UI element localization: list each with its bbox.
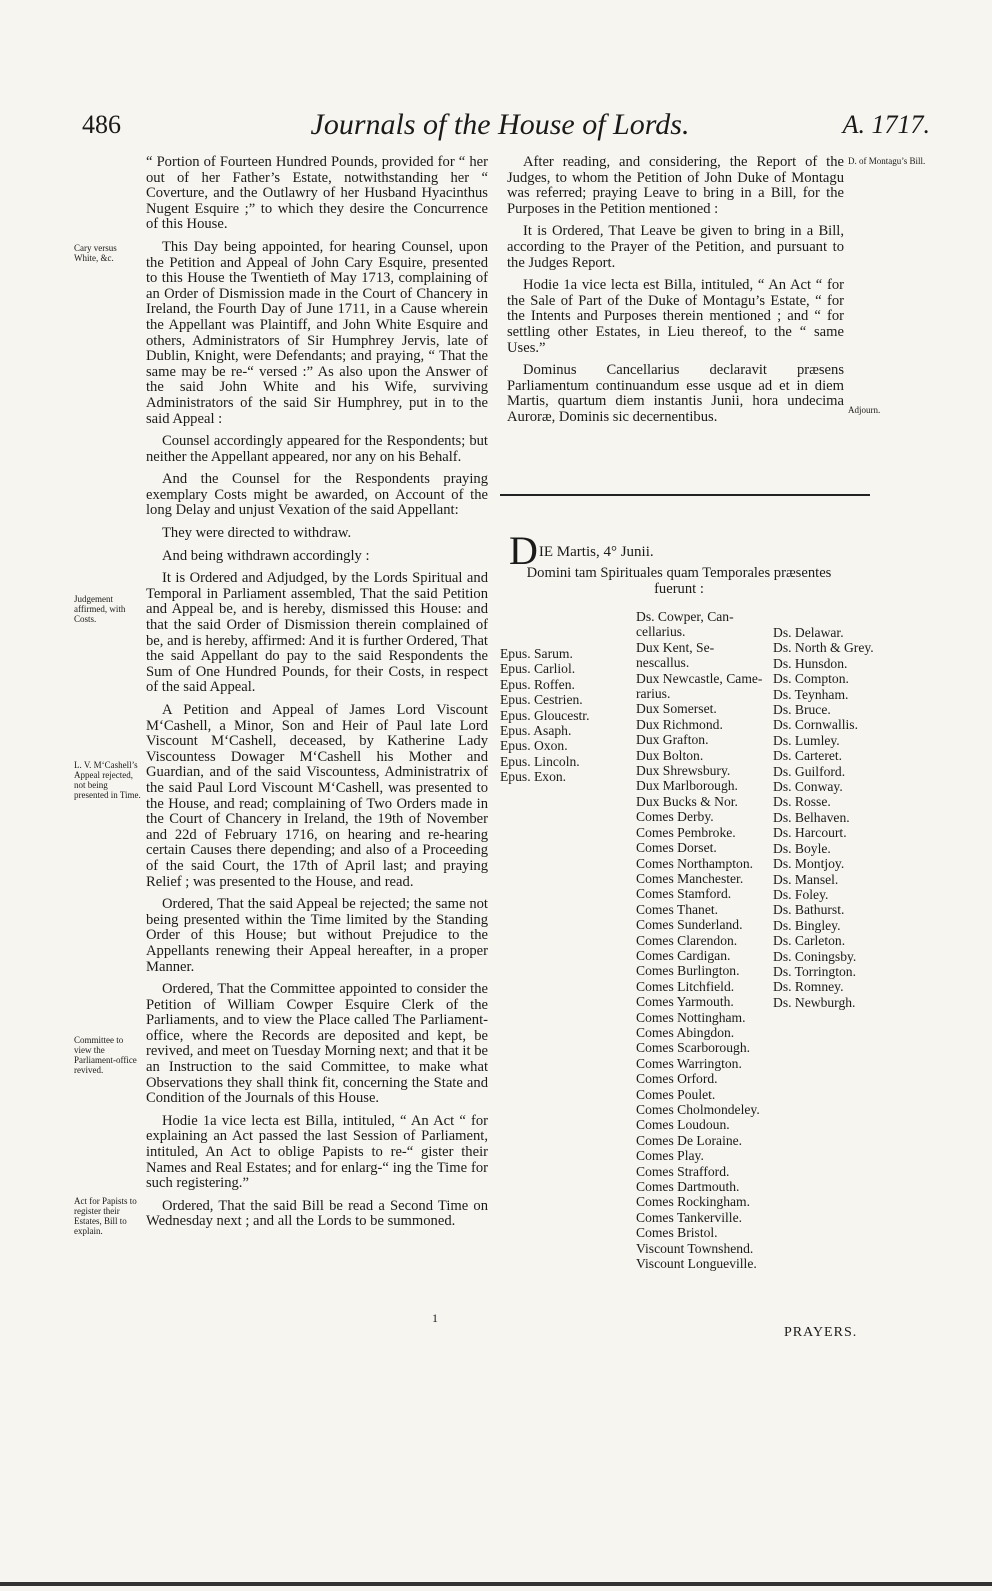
paragraph: A Petition and Appeal of James Lord Viscount M‘Cashell, a Minor, Son and Heir of Paul late Lord Viscount M‘Cashell, deceased, by Katherine Lady Viscountess Dowager M‘Cashell his Mother and Guardian, and of the said Viscountess, Administratrix of the said Paul Lord Viscount M‘Cashell, was presented to the House, and read; complaining of Two Orders made in the Court of Chancery in Ireland, the 19th of November and 22d of February 1716, on hearing and re-hearing certain Causes there depending; and also of a Proceeding of the said Court, the 17th of April last; and praying Relief ; was presented to the House, and read.	[146, 702, 488, 890]
right-column	[507, 155, 844, 433]
margin-note-committee: Committee to view the Parliament-office revived.	[74, 1035, 137, 1075]
peer-entry: Ds. Cowper, Can-	[636, 609, 734, 624]
page-header	[70, 108, 930, 148]
attendance-heading: Domini tam Spirituales quam Temporales præsentes fuerunt :	[526, 565, 832, 597]
margin-note-judgement: Judgement affirmed, with Costs.	[74, 594, 126, 624]
baron-entry: Ds. Belhaven.	[773, 809, 850, 825]
bishop-entry: Epus. Asaph.	[500, 723, 572, 739]
paragraph: And being withdrawn accordingly :	[162, 547, 370, 564]
section-divider	[500, 494, 870, 496]
peer-entry: Viscount Longueville.	[636, 1256, 757, 1272]
peer-entry: Dux Richmond.	[636, 716, 723, 732]
bishop-entry: Epus. Lincoln.	[500, 753, 580, 769]
paragraph: It is Ordered and Adjudged, by the Lords Spiritual and Temporal in Parliament assembled, That the said Petition and Appeal be, and is hereby, dismissed this House: and that the said Order of Dismission therein complained of be, and is hereby, affirmed: And it is further Ordered, That the said Appellant do pay to the said Respondents the Sum of One Hundred Pounds, for their Costs, in respect of the said Appeal.	[146, 570, 488, 696]
peer-entry: Comes Rockingham.	[636, 1194, 751, 1210]
bishop-entry: Epus. Gloucestr.	[500, 707, 590, 723]
baron-entry: Ds. Newburgh.	[773, 994, 856, 1010]
bishop-entry: Epus. Oxon.	[500, 738, 568, 754]
peer-entry: Comes Abingdon.	[636, 1024, 735, 1040]
baron-entry: Ds. Lumley.	[773, 732, 840, 748]
peer-entry: Comes Dartmouth.	[636, 1179, 740, 1195]
peer-entry: Comes Dorset.	[636, 840, 717, 856]
peer-entry: Dux Marlborough.	[636, 778, 738, 794]
baron-entry: Ds. Coningsby.	[773, 948, 857, 964]
peer-entry: nescallus.	[636, 655, 690, 671]
peer-entry: Dux Kent, Se-	[636, 639, 715, 655]
peer-entry: Comes Litchfield.	[636, 978, 735, 994]
peer-entry: Comes De Loraine.	[636, 1132, 743, 1148]
peer-entry: Dux Newcastle, Came-	[636, 670, 763, 686]
peer-entry: Comes Cardigan.	[636, 947, 731, 963]
peer-entry: rarius.	[636, 686, 671, 702]
baron-entry: Ds. Bathurst.	[773, 902, 845, 918]
peer-entry: Comes Poulet.	[636, 1086, 716, 1102]
paragraph: Hodie 1a vice lecta est Billa, intituled, “ An Act “ for the Sale of Part of the Duke of Montagu’s Estate, “ for the Intents and Purposes therein mentioned ; and “ for settling other Estates, in Lieu thereof, to the “ same Uses.”	[507, 277, 844, 356]
baron-entry: Ds. Hunsdon.	[773, 655, 848, 671]
peer-entry: Comes Tankerville.	[636, 1209, 743, 1225]
peer-entry: Comes Strafford.	[636, 1163, 730, 1179]
baron-entry: Ds. Foley.	[773, 886, 829, 902]
page-title: Journals of the House of Lords.	[310, 108, 690, 141]
peer-entry: Comes Bristol.	[636, 1225, 718, 1241]
bishop-entry: Epus. Sarum.	[500, 646, 573, 661]
baron-entry: Ds. Cornwallis.	[773, 717, 858, 733]
baron-entry: Ds. Conway.	[773, 779, 843, 795]
baron-entry: Ds. Bruce.	[773, 702, 831, 718]
peer-entry: Dux Shrewsbury.	[636, 763, 731, 779]
bishop-entry: Epus. Cestrien.	[500, 692, 583, 708]
baron-entry: Ds. Carleton.	[773, 933, 846, 949]
paragraph: Ordered, That the said Appeal be rejected; the same not being presented within the Time limited by the Standing Order of this House; but without Prejudice to the Appellants renewing their Appeal hereafter, in a proper Manner.	[146, 896, 488, 975]
baron-entry: Ds. Torrington.	[773, 963, 857, 979]
bishop-entry: Epus. Roffen.	[500, 676, 575, 692]
catchword: PRAYERS.	[784, 1325, 858, 1340]
baron-entry: Ds. Delawar.	[773, 625, 844, 640]
baron-entry: Ds. Guilford.	[773, 763, 846, 779]
peer-entry: Viscount Townshend.	[636, 1240, 754, 1256]
baron-entry: Ds. North & Grey.	[773, 640, 874, 656]
baron-entry: Ds. Compton.	[773, 671, 849, 687]
margin-note-montagu: D. of Montagu’s Bill.	[848, 156, 926, 166]
bishop-entry: Epus. Exon.	[500, 769, 567, 785]
paragraph: Counsel accordingly appeared for the Respondents; but neither the Appellant appeared, nor any on his Behalf.	[146, 433, 488, 465]
peer-entry: Comes Orford.	[636, 1071, 718, 1087]
peers-list	[636, 609, 762, 1271]
paragraph: Dominus Cancellarius declaravit præsens Parliamentum continuandum esse usque ad et in diem Martis, quartum diem instantis Junii, hora undecima Auroræ, Dominis sic decernentibus.	[507, 362, 844, 425]
peer-entry: Dux Bucks & Nor.	[636, 793, 738, 809]
paragraph: It is Ordered, That Leave be given to bring in a Bill, according to the Prayer of the Petition, and pursuant to the Judges Report.	[507, 223, 844, 271]
margin-note-adjourn: Adjourn.	[848, 405, 881, 415]
peer-entry: cellarius.	[636, 624, 686, 640]
peer-entry: Comes Scarborough.	[636, 1040, 751, 1056]
paragraph: Ordered, That the said Bill be read a Second Time on Wednesday next ; and all the Lords to be summoned.	[146, 1197, 488, 1230]
margin-note-papists: Act for Papists to register their Estates, Bill to explain.	[74, 1196, 137, 1236]
margin-note-cary: Cary versus White, &c.	[74, 243, 117, 263]
barons-list	[773, 625, 874, 1010]
baron-entry: Ds. Harcourt.	[773, 825, 847, 841]
baron-entry: Ds. Montjoy.	[773, 856, 845, 872]
peer-entry: Comes Northampton.	[636, 855, 754, 871]
drop-initial: D	[509, 528, 538, 573]
peer-entry: Dux Bolton.	[636, 747, 704, 763]
peer-entry: Comes Manchester.	[636, 870, 744, 886]
paragraph: They were directed to withdraw.	[162, 525, 352, 542]
baron-entry: Ds. Boyle.	[773, 840, 831, 856]
paragraph: Hodie 1a vice lecta est Billa, intituled, “ An Act “ for explaining an Act passed the last Session of Parliament, intituled, An Act to oblige Papists to re-“ gister their Names and Real Estates; and for enlarg-“ ing the Time for such registering.”	[146, 1112, 488, 1192]
baron-entry: Ds. Rosse.	[773, 794, 831, 810]
peer-entry: Comes Warrington.	[636, 1055, 742, 1071]
left-column	[146, 155, 488, 1237]
signature-mark: 1	[432, 1311, 438, 1325]
peer-entry: Comes Nottingham.	[636, 1009, 746, 1025]
baron-entry: Ds. Carteret.	[773, 748, 843, 764]
page-bottom-rule	[0, 1582, 992, 1586]
page-number: 486	[82, 110, 121, 139]
bishop-entry: Epus. Carliol.	[500, 661, 576, 677]
peer-entry: Comes Derby.	[636, 809, 714, 825]
baron-entry: Ds. Teynham.	[773, 686, 849, 702]
peer-entry: Comes Cholmondeley.	[636, 1102, 760, 1117]
peer-entry: Dux Grafton.	[636, 732, 709, 748]
margin-note-mccashell: L. V. M‘Cashell’s Appeal rejected, not being presented in Time.	[74, 760, 141, 800]
baron-entry: Ds. Romney.	[773, 979, 844, 995]
baron-entry: Ds. Bingley.	[773, 917, 841, 933]
baron-entry: Ds. Mansel.	[773, 871, 839, 887]
sitting-date: IE Martis, 4° Junii.	[538, 544, 654, 560]
paragraph: This Day being appointed, for hearing Counsel, upon the Petition and Appeal of John Cary Esquire, presented to this House the Twentieth of May 1713, complaining of an Order of Dismission made in the Court of Chancery in Ireland, the Fourth Day of June 1711, in a Cause wherein the Appellant was Plaintiff, and John White Esquire and others, Administrators of Sir Humphrey Jervis, late of Dublin, Knight, were Defendants; and praying, “ That the same may be re-“ versed :” As also upon the Answer of the said John White and his Wife, surviving Administrators of the said Sir Humphrey, put in to the said Appeal :	[146, 238, 488, 427]
peer-entry: Comes Burlington.	[636, 963, 740, 979]
peer-entry: Comes Pembroke.	[636, 824, 736, 840]
paragraph: After reading, and considering, the Report of the Judges, to whom the Petition of John Duke of Montagu was referred; praying Leave to bring in a Bill, for the Purposes in the Petition mentioned :	[507, 154, 844, 217]
peer-entry: Comes Loudoun.	[636, 1117, 730, 1133]
peer-entry: Comes Play.	[636, 1148, 704, 1164]
peer-entry: Dux Somerset.	[636, 701, 717, 717]
page-year: A. 1717.	[842, 110, 930, 139]
paragraph: And the Counsel for the Respondents praying exemplary Costs might be awarded, on Account of the long Delay and unjust Vexation of the said Appellant:	[146, 471, 488, 519]
peer-entry: Comes Yarmouth.	[636, 994, 734, 1010]
peer-entry: Comes Thanet.	[636, 901, 719, 917]
paragraph: Ordered, That the Committee appointed to consider the Petition of William Cowper Esquire Clerk of the Parliaments, and to view the Place called The Parliament-office, where the Records are deposited and kept, be revived, and meet on Tuesday Morning next; and that it be an Instruction to the said Committee, to make what Observations they shall think fit, concerning the State and Condition of the Journals of this House.	[146, 981, 488, 1107]
bishops-list	[500, 646, 589, 785]
paragraph: “ Portion of Fourteen Hundred Pounds, provided for “ her out of her Father’s Estate, notwithstanding her “ Coverture, and the Outlawry of her Husband Hyacinthus Nugent Esquire ;” to which they desire the Concurrence of this House.	[146, 154, 488, 233]
peer-entry: Comes Sunderland.	[636, 917, 743, 933]
peer-entry: Comes Clarendon.	[636, 932, 738, 948]
peer-entry: Comes Stamford.	[636, 886, 732, 902]
